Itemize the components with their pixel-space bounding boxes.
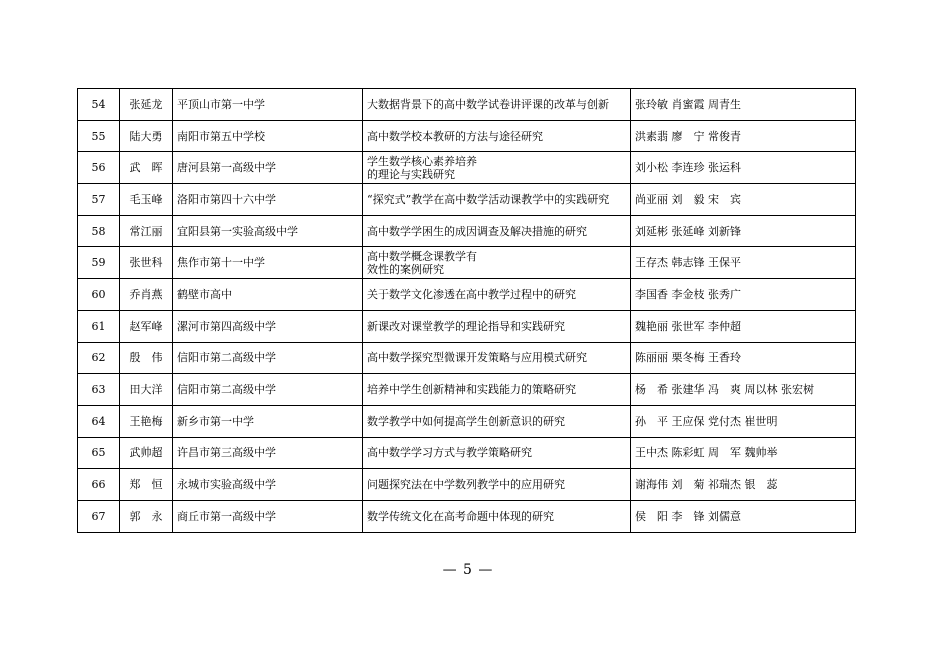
school-name-cell: 洛阳市第四十六中学 (173, 184, 363, 216)
leader-name-cell: 张延龙 (120, 89, 173, 121)
research-topic-cell (363, 437, 631, 469)
row-number-cell: 56 (78, 152, 120, 184)
leader-name-cell: 王艳梅 (120, 405, 173, 437)
topic-line: 高中数学学习方式与教学策略研究 (367, 446, 532, 460)
topic-line: 新课改对课堂教学的理论指导和实践研究 (367, 319, 565, 333)
school-name-cell: 信阳市第二高级中学 (173, 342, 363, 374)
research-topic-cell (363, 310, 631, 342)
school-name-cell: 许昌市第三高级中学 (173, 437, 363, 469)
row-number-cell: 58 (78, 215, 120, 247)
school-name-cell: 南阳市第五中学校 (173, 120, 363, 152)
topic-line: 的理论与实践研究 (367, 167, 455, 181)
table-row (78, 247, 856, 279)
team-members-cell: 张玲敏 肖蜜霞 周青生 (631, 89, 856, 121)
team-members-cell: 侯 阳 李 锋 刘儒意 (631, 500, 856, 532)
leader-name-cell: 陆大勇 (120, 120, 173, 152)
research-topic-cell (363, 152, 631, 184)
row-number-cell: 66 (78, 469, 120, 501)
row-number-cell: 64 (78, 405, 120, 437)
topic-line: 培养中学生创新精神和实践能力的策略研究 (367, 383, 576, 397)
research-topic-cell (363, 374, 631, 406)
research-topic-cell (363, 469, 631, 501)
topic-line: 高中数学概念课教学有 (367, 249, 477, 263)
team-members-cell: 尚亚丽 刘 毅 宋 宾 (631, 184, 856, 216)
research-topic-cell (363, 279, 631, 311)
research-topic-cell (363, 500, 631, 532)
topic-line: 数学传统文化在高考命题中体现的研究 (367, 509, 554, 523)
leader-name-cell: 田大洋 (120, 374, 173, 406)
research-topic-cell (363, 215, 631, 247)
school-name-cell: 鹤壁市高中 (173, 279, 363, 311)
leader-name-cell: 常江丽 (120, 215, 173, 247)
school-name-cell: 新乡市第一中学 (173, 405, 363, 437)
team-members-cell: 洪素翡 廖 宁 常俊青 (631, 120, 856, 152)
school-name-cell: 永城市实验高级中学 (173, 469, 363, 501)
team-members-cell: 魏艳丽 张世军 李仲超 (631, 310, 856, 342)
leader-name-cell: 殷 伟 (120, 342, 173, 374)
table-row (78, 310, 856, 342)
research-topic-cell (363, 184, 631, 216)
topic-line: 学生数学核心素养培养 (367, 154, 477, 168)
table-row (78, 342, 856, 374)
table-row (78, 437, 856, 469)
row-number-cell: 57 (78, 184, 120, 216)
research-topic-cell (363, 89, 631, 121)
school-name-cell: 漯河市第四高级中学 (173, 310, 363, 342)
team-members-cell: 李国香 李金枝 张秀广 (631, 279, 856, 311)
table-row (78, 469, 856, 501)
topic-line: 效性的案例研究 (367, 262, 444, 276)
topic-line: 高中数学校本教研的方法与途径研究 (367, 129, 543, 143)
leader-name-cell: 郭 永 (120, 500, 173, 532)
topic-line: 关于数学文化渗透在高中教学过程中的研究 (367, 287, 576, 301)
row-number-cell: 55 (78, 120, 120, 152)
table-row (78, 215, 856, 247)
team-members-cell: 杨 希 张建华 冯 爽 周以林 张宏树 (631, 374, 856, 406)
team-members-cell: 陈丽丽 栗冬梅 王香玲 (631, 342, 856, 374)
table-row (78, 279, 856, 311)
row-number-cell: 60 (78, 279, 120, 311)
project-table (77, 88, 856, 533)
research-topic-cell (363, 247, 631, 279)
row-number-cell: 63 (78, 374, 120, 406)
team-members-cell: 王存杰 韩志锋 王保平 (631, 247, 856, 279)
table-row (78, 120, 856, 152)
leader-name-cell: 赵军峰 (120, 310, 173, 342)
leader-name-cell: 郑 恒 (120, 469, 173, 501)
topic-line: 高中数学探究型微课开发策略与应用模式研究 (367, 351, 587, 365)
table-row (78, 89, 856, 121)
table-row (78, 500, 856, 532)
topic-line: 数学教学中如何提高学生创新意识的研究 (367, 414, 565, 428)
table-row (78, 152, 856, 184)
row-number-cell: 61 (78, 310, 120, 342)
table-body (78, 89, 856, 533)
table-row (78, 405, 856, 437)
row-number-cell: 59 (78, 247, 120, 279)
team-members-cell: 孙 平 王应保 党付杰 崔世明 (631, 405, 856, 437)
page-number: — 5 — (442, 562, 494, 578)
topic-line: 高中数学学困生的成因调查及解决措施的研究 (367, 224, 587, 238)
row-number-cell: 65 (78, 437, 120, 469)
research-topic-cell (363, 120, 631, 152)
team-members-cell: 王中杰 陈彩虹 周 军 魏帅举 (631, 437, 856, 469)
school-name-cell: 焦作市第十一中学 (173, 247, 363, 279)
school-name-cell: 平顶山市第一中学 (173, 89, 363, 121)
leader-name-cell: 武 晖 (120, 152, 173, 184)
leader-name-cell: 武帅超 (120, 437, 173, 469)
team-members-cell: 谢海伟 刘 菊 祁瑞杰 银 蕊 (631, 469, 856, 501)
row-number-cell: 67 (78, 500, 120, 532)
row-number-cell: 62 (78, 342, 120, 374)
table-row (78, 374, 856, 406)
team-members-cell: 刘小松 李连珍 张运科 (631, 152, 856, 184)
table-row (78, 184, 856, 216)
row-number-cell: 54 (78, 89, 120, 121)
topic-line: 大数据背景下的高中数学试卷讲评课的改革与创新 (367, 97, 609, 111)
research-topic-cell (363, 405, 631, 437)
school-name-cell: 信阳市第二高级中学 (173, 374, 363, 406)
topic-line: “探究式”教学在高中数学活动课教学中的实践研究 (367, 192, 610, 206)
school-name-cell: 唐河县第一高级中学 (173, 152, 363, 184)
research-topic-cell (363, 342, 631, 374)
team-members-cell: 刘延彬 张延峰 刘新锋 (631, 215, 856, 247)
school-name-cell: 商丘市第一高级中学 (173, 500, 363, 532)
leader-name-cell: 张世科 (120, 247, 173, 279)
leader-name-cell: 毛玉峰 (120, 184, 173, 216)
leader-name-cell: 乔肖燕 (120, 279, 173, 311)
school-name-cell: 宜阳县第一实验高级中学 (173, 215, 363, 247)
topic-line: 问题探究法在中学数列教学中的应用研究 (367, 478, 565, 492)
